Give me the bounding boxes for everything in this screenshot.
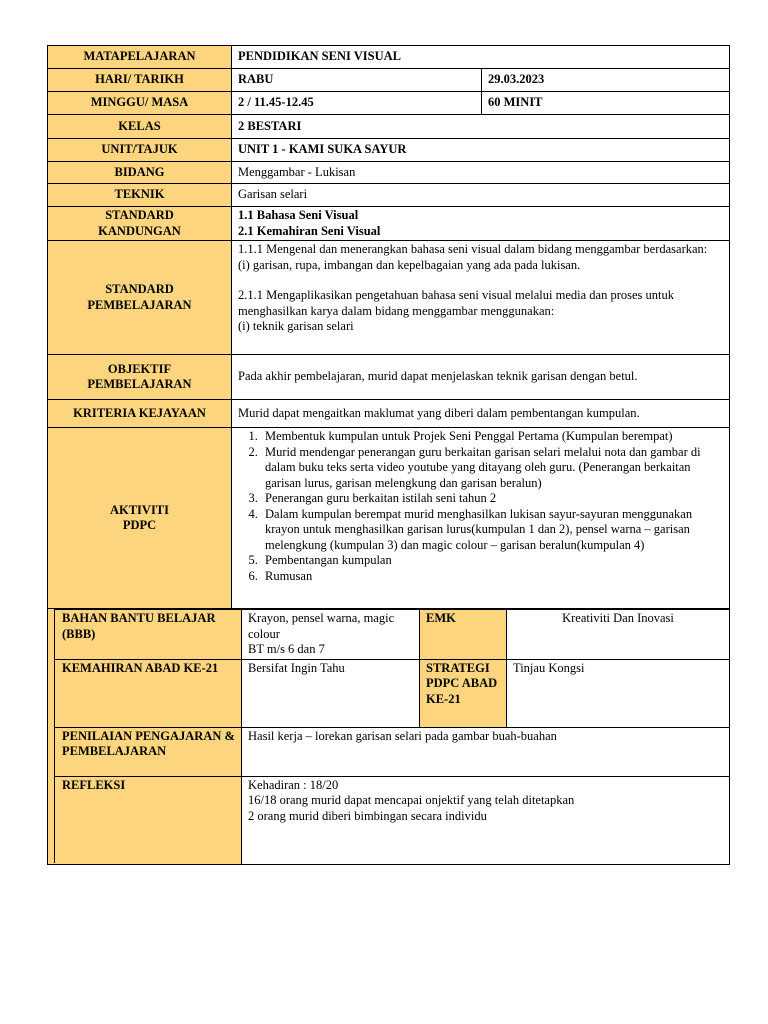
objective-label xyxy=(48,355,232,400)
day-value: RABU xyxy=(232,69,482,92)
row-subject xyxy=(48,46,730,69)
row-learning-standard xyxy=(48,241,730,355)
lesson-plan-table xyxy=(47,45,730,609)
activities-label xyxy=(48,428,232,609)
teaching-aids-line2: BT m/s 6 dan 7 xyxy=(248,642,325,656)
row-week-time xyxy=(48,92,730,115)
emk-value: Kreativiti Dan Inovasi xyxy=(507,610,730,660)
row-activities xyxy=(48,428,730,609)
content-standard-label-line1: STANDARD xyxy=(105,208,174,222)
duration-value: 60 MINIT xyxy=(482,92,730,115)
content-standard-line1: 1.1 Bahasa Seni Visual xyxy=(238,208,359,222)
technique-label: TEKNIK xyxy=(48,184,232,207)
week-value: 2 / 11.45-12.45 xyxy=(232,92,482,115)
row-technique xyxy=(48,184,730,207)
row-teaching-aids xyxy=(48,610,730,660)
content-standard-line2: 2.1 Kemahiran Seni Visual xyxy=(238,223,381,238)
subject-value: PENDIDIKAN SENI VISUAL xyxy=(232,46,730,69)
content-standard-label-line2: KANDUNGAN xyxy=(98,223,181,238)
technique-value: Garisan selari xyxy=(232,184,730,207)
success-criteria-value: Murid dapat mengaitkan maklumat yang diberi dalam pembentangan kumpulan. xyxy=(232,400,730,428)
assessment-value: Hasil kerja – lorekan garisan selari pada gambar buah-buahan xyxy=(242,727,730,776)
row-21st-century xyxy=(48,659,730,727)
row-field xyxy=(48,162,730,184)
learning-standard-para2: 2.1.1 Mengaplikasikan pengetahuan bahasa seni visual melalui media dan proses untuk menghasilkan karya dalam bidang menggambar menggunakan: (i) teknik garisan selari xyxy=(238,288,674,333)
content-standard-value xyxy=(232,207,730,241)
learning-standard-value xyxy=(232,241,730,355)
emk-label: EMK xyxy=(420,610,507,660)
activities-label-line2: PDPC xyxy=(122,518,157,532)
week-time-label: MINGGU/ MASA xyxy=(48,92,232,115)
row-unit xyxy=(48,139,730,162)
activities-label-line1: AKTIVITI xyxy=(109,502,170,517)
objective-label-line2: PEMBELAJARAN xyxy=(87,377,192,391)
row-objective xyxy=(48,355,730,400)
assessment-label: PENILAIAN PENGAJARAN & PEMBELAJARAN xyxy=(48,727,242,776)
objective-label-line1: OBJEKTIF xyxy=(107,361,172,376)
strategy-value: Tinjau Kongsi xyxy=(507,659,730,727)
learning-standard-para1: 1.1.1 Mengenal dan menerangkan bahasa seni visual dalam bidang menggambar berdasarkan: (i) garisan, rupa, imbangan dan kepelbagaian yang ada pada lukisan. xyxy=(238,242,708,272)
teaching-aids-label: BAHAN BANTU BELAJAR (BBB) xyxy=(48,610,242,660)
learning-standard-label-line2: PEMBELAJARAN xyxy=(87,297,192,312)
activity-item: 5. Pembentangan kumpulan xyxy=(261,553,723,569)
field-value: Menggambar - Lukisan xyxy=(232,162,730,184)
activities-list xyxy=(238,429,723,584)
day-date-label: HARI/ TARIKH xyxy=(48,69,232,92)
teaching-aids-line1: Krayon, pensel warna, magic colour xyxy=(248,611,395,641)
strategy-label: STRATEGI PDPC ABAD KE-21 xyxy=(420,659,507,727)
row-reflection xyxy=(48,776,730,864)
field-label: BIDANG xyxy=(48,162,232,184)
subject-label: MATAPELAJARAN xyxy=(48,46,232,69)
activity-item: 6. Rumusan xyxy=(261,569,723,585)
activity-item: 2. Murid mendengar penerangan guru berkaitan garisan selari melalui nota dan gambar di dalam buku teks serta video youtube yang ditayang oleh guru. (Penerangan berkaitan garisan lurus, garisan melengkung dan garisan beralun) xyxy=(261,445,723,492)
left-margin-stripe xyxy=(47,609,55,863)
class-label: KELAS xyxy=(48,115,232,139)
objective-value: Pada akhir pembelajaran, murid dapat menjelaskan teknik garisan dengan betul. xyxy=(232,355,730,400)
reflection-line2: 16/18 orang murid dapat mencapai onjektif yang telah ditetapkan xyxy=(248,793,575,807)
row-content-standard xyxy=(48,207,730,241)
reflection-line3: 2 orang murid diberi bimbingan secara individu xyxy=(248,808,487,823)
row-class xyxy=(48,115,730,139)
date-value: 29.03.2023 xyxy=(482,69,730,92)
row-success-criteria xyxy=(48,400,730,428)
learning-standard-label xyxy=(48,241,232,355)
reflection-value xyxy=(242,776,730,864)
skills-21-value: Bersifat Ingin Tahu xyxy=(242,659,420,727)
activity-item: 1. Membentuk kumpulan untuk Projek Seni Penggal Pertama (Kumpulan berempat) xyxy=(261,429,723,445)
class-value: 2 BESTARI xyxy=(232,115,730,139)
teaching-aids-value xyxy=(242,610,420,660)
skills-21-label: KEMAHIRAN ABAD KE-21 xyxy=(48,659,242,727)
row-assessment xyxy=(48,727,730,776)
reflection-label: REFLEKSI xyxy=(48,776,242,864)
activity-item: 4. Dalam kumpulan berempat murid menghasilkan lukisan sayur-sayuran menggunakan krayon untuk menghasilkan garisan lurus(kumpulan 1 dan 2), pensel warna – garisan melengkung (kumpulan 3) dan magic colour – garisan beralun(kumpulan 4) xyxy=(261,507,723,554)
row-day-date xyxy=(48,69,730,92)
learning-standard-label-line1: STANDARD xyxy=(105,282,174,296)
activities-value xyxy=(232,428,730,609)
activity-item: 3. Penerangan guru berkaitan istilah seni tahun 2 xyxy=(261,491,723,507)
unit-label: UNIT/TAJUK xyxy=(48,139,232,162)
reflection-line1: Kehadiran : 18/20 xyxy=(248,777,339,792)
unit-value: UNIT 1 - KAMI SUKA SAYUR xyxy=(232,139,730,162)
success-criteria-label: KRITERIA KEJAYAAN xyxy=(48,400,232,428)
content-standard-label xyxy=(48,207,232,241)
lesson-plan-table-lower xyxy=(47,609,730,865)
